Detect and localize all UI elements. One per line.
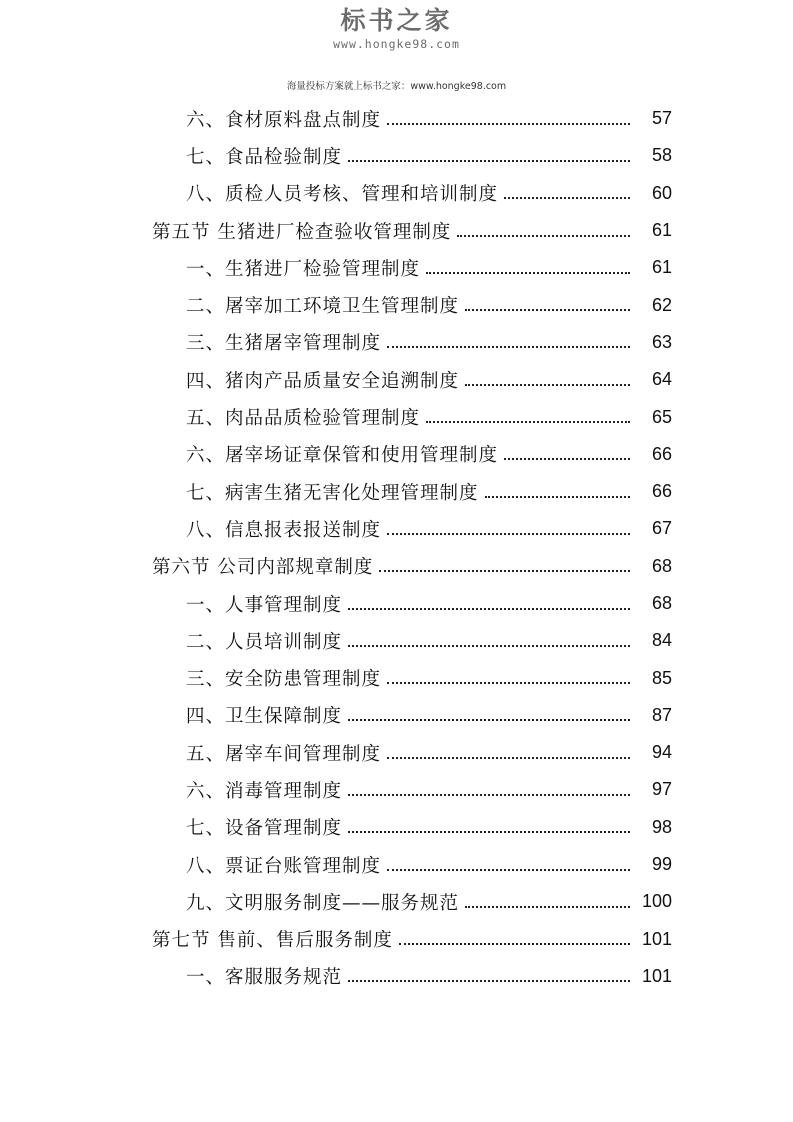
- toc-dot-leader: [465, 906, 630, 908]
- toc-dot-leader: [348, 794, 630, 796]
- toc-entry[interactable]: [0, 361, 793, 398]
- toc-dot-leader: [387, 123, 630, 125]
- toc-entry-title: 四、猪肉产品质量安全追溯制度: [186, 370, 460, 392]
- toc-entry-title: 六、食材原料盘点制度: [186, 109, 382, 131]
- toc-entry-title: 六、消毒管理制度: [186, 780, 343, 802]
- toc-entry[interactable]: [0, 137, 793, 174]
- toc-entry-title: 第七节 售前、售后服务制度: [152, 930, 393, 952]
- toc-page-number: 97: [651, 779, 672, 800]
- toc-entry[interactable]: [0, 585, 793, 622]
- toc-entry-title: 七、设备管理制度: [186, 818, 343, 840]
- toc-entry-title: 二、屠宰加工环境卫生管理制度: [186, 296, 460, 318]
- brand-url: www.hongke98.com: [333, 37, 460, 51]
- table-of-contents: [0, 100, 793, 995]
- toc-section-entry[interactable]: [0, 548, 793, 585]
- toc-entry[interactable]: [0, 436, 793, 473]
- toc-entry[interactable]: [0, 734, 793, 771]
- toc-entry[interactable]: [0, 809, 793, 846]
- toc-entry-title: 三、生猪屠宰管理制度: [186, 333, 382, 355]
- toc-entry-title: 第五节 生猪进厂检查验收管理制度: [152, 221, 452, 243]
- toc-entry[interactable]: [0, 324, 793, 361]
- toc-dot-leader: [465, 384, 630, 386]
- toc-entry[interactable]: [0, 473, 793, 510]
- toc-entry[interactable]: [0, 622, 793, 659]
- toc-entry-title: 八、质检人员考核、管理和培训制度: [186, 184, 499, 206]
- toc-page-number: 84: [651, 630, 672, 651]
- toc-entry-title: 第六节 公司内部规章制度: [152, 557, 374, 579]
- toc-dot-leader: [387, 757, 630, 759]
- toc-entry[interactable]: [0, 175, 793, 212]
- toc-entry-title: 一、人事管理制度: [186, 594, 343, 616]
- toc-page-number: 85: [651, 667, 672, 688]
- toc-page-number: 94: [651, 742, 672, 763]
- toc-dot-leader: [379, 570, 630, 572]
- toc-entry[interactable]: [0, 249, 793, 286]
- toc-entry[interactable]: [0, 659, 793, 696]
- toc-dot-leader: [465, 309, 630, 311]
- toc-entry[interactable]: [0, 697, 793, 734]
- toc-entry[interactable]: [0, 398, 793, 435]
- toc-entry-title: 九、文明服务制度——服务规范: [186, 892, 460, 914]
- brand-logo: [0, 6, 793, 51]
- toc-dot-leader: [348, 980, 630, 982]
- toc-page-number: 61: [651, 220, 672, 241]
- toc-entry-title: 四、卫生保障制度: [186, 706, 343, 728]
- toc-page-number: 68: [651, 555, 672, 576]
- toc-entry-title: 三、安全防患管理制度: [186, 669, 382, 691]
- toc-entry-title: 五、屠宰车间管理制度: [186, 743, 382, 765]
- toc-dot-leader: [504, 458, 630, 460]
- toc-entry-title: 二、人员培训制度: [186, 631, 343, 653]
- toc-entry-title: 一、客服服务规范: [186, 967, 343, 989]
- brand-title: 标书之家: [340, 6, 453, 35]
- toc-page-number: 66: [651, 443, 672, 464]
- toc-dot-leader: [399, 943, 630, 945]
- toc-entry-title: 五、肉品品质检验管理制度: [186, 408, 421, 430]
- toc-page-number: 67: [651, 518, 672, 539]
- toc-entry[interactable]: [0, 100, 793, 137]
- toc-page-number: 99: [651, 854, 672, 875]
- toc-dot-leader: [387, 869, 630, 871]
- toc-entry[interactable]: [0, 510, 793, 547]
- toc-section-entry[interactable]: [0, 921, 793, 958]
- toc-dot-leader: [348, 608, 630, 610]
- toc-entry[interactable]: [0, 958, 793, 995]
- toc-section-entry[interactable]: [0, 212, 793, 249]
- toc-dot-leader: [387, 533, 630, 535]
- toc-entry[interactable]: [0, 883, 793, 920]
- toc-dot-leader: [348, 645, 630, 647]
- toc-dot-leader: [485, 496, 630, 498]
- toc-dot-leader: [348, 719, 630, 721]
- toc-page-number: 68: [651, 593, 672, 613]
- toc-dot-leader: [457, 235, 630, 237]
- toc-page-number: 66: [651, 481, 672, 502]
- toc-page-number: 64: [651, 369, 672, 390]
- toc-entry-title: 七、病害生猪无害化处理管理制度: [186, 482, 479, 504]
- toc-page-number: 62: [651, 294, 672, 315]
- toc-dot-leader: [426, 421, 630, 423]
- header-note: 海量投标方案就上标书之家：www.hongke98.com: [286, 81, 507, 92]
- toc-dot-leader: [348, 831, 630, 833]
- toc-page-number: 101: [641, 928, 672, 949]
- toc-page-number: 63: [651, 331, 672, 352]
- toc-dot-leader: [348, 160, 630, 162]
- toc-entry-title: 一、生猪进厂检验管理制度: [186, 258, 421, 280]
- toc-entry-title: 八、信息报表报送制度: [186, 519, 382, 541]
- toc-entry-title: 七、食品检验制度: [186, 146, 343, 168]
- toc-dot-leader: [387, 346, 630, 348]
- toc-entry[interactable]: [0, 771, 793, 808]
- toc-entry[interactable]: [0, 846, 793, 883]
- toc-dot-leader: [387, 682, 630, 684]
- toc-page-number: 101: [641, 965, 672, 986]
- toc-dot-leader: [504, 197, 630, 199]
- toc-page-number: 65: [651, 406, 672, 427]
- toc-page-number: 58: [651, 145, 672, 166]
- toc-entry[interactable]: [0, 286, 793, 323]
- toc-page-number: 61: [651, 257, 672, 278]
- toc-page-number: 87: [651, 704, 672, 725]
- toc-page-number: 98: [651, 816, 672, 837]
- toc-page-number: 100: [641, 891, 672, 912]
- toc-entry-title: 八、票证台账管理制度: [186, 855, 382, 877]
- toc-entry-title: 六、屠宰场证章保管和使用管理制度: [186, 445, 499, 467]
- toc-page-number: 57: [651, 108, 672, 129]
- toc-dot-leader: [426, 272, 630, 274]
- toc-page-number: 60: [651, 182, 672, 203]
